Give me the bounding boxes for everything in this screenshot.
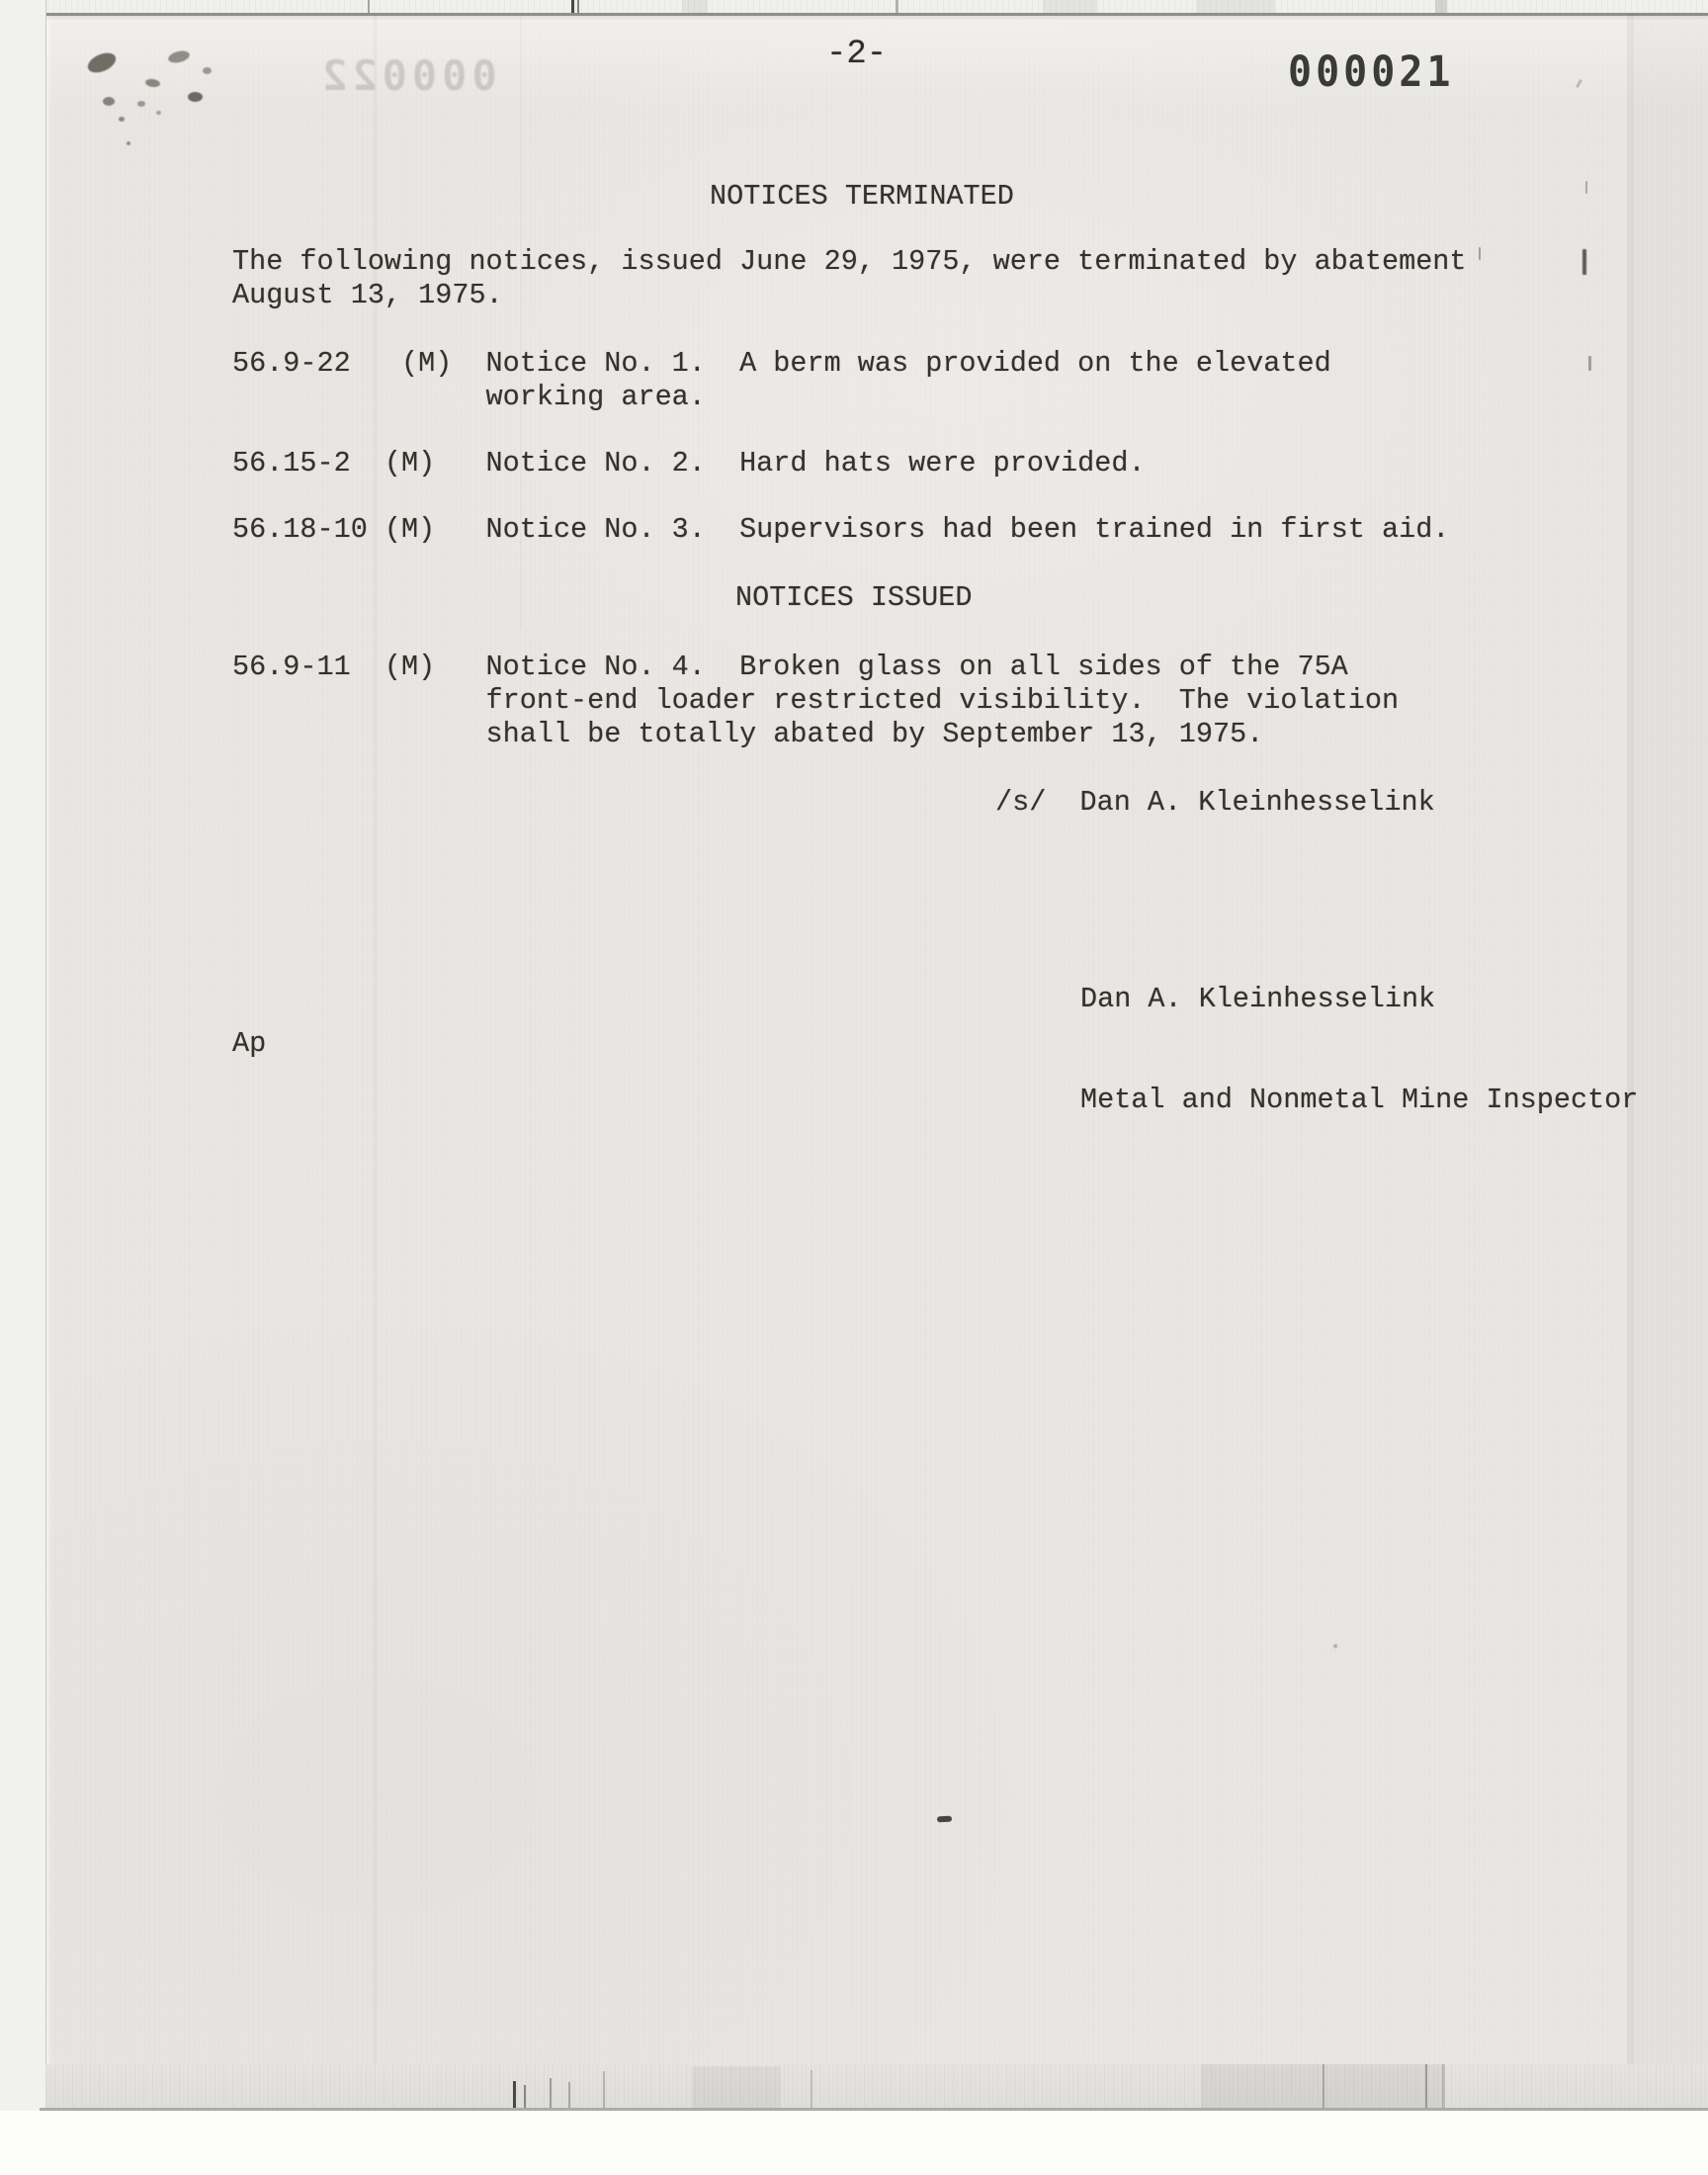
text-line: The following notices, issued June 29, 1975, were terminated by abatement bbox=[232, 245, 1467, 278]
paper-top-edge bbox=[40, 13, 1708, 16]
signer-title: Metal and Nonmetal Mine Inspector bbox=[1080, 1084, 1639, 1116]
notice-line: 56.9-11 (M) Notice No. 4. Broken glass on all sides of the 75A bbox=[232, 651, 1348, 683]
scanner-margin-bottom bbox=[0, 2111, 1708, 2175]
document-stamp-number: 000021 bbox=[1288, 47, 1455, 97]
signer-name: Dan A. Kleinhesselink bbox=[1080, 983, 1436, 1015]
section-title-notices-issued: NOTICES ISSUED bbox=[735, 581, 973, 614]
stray-dash bbox=[937, 1816, 952, 1823]
scan-streak bbox=[368, 0, 370, 13]
notice-line: front-end loader restricted visibility. The violation bbox=[232, 684, 1400, 717]
paper-crease bbox=[1634, 14, 1708, 2111]
notice-entry bbox=[232, 651, 1399, 751]
notice-line: 56.9-22 (M) Notice No. 1. A berm was provided on the elevated bbox=[232, 347, 1331, 380]
scanner-margin-left bbox=[0, 0, 46, 2112]
scan-streak bbox=[1435, 0, 1447, 13]
paper-crease bbox=[374, 14, 377, 2111]
notice-line: 56.18-10 (M) Notice No. 3. Supervisors had been trained in first aid. bbox=[232, 513, 1450, 546]
stray-mark bbox=[1585, 181, 1587, 194]
ink-speck bbox=[203, 67, 212, 74]
signature-block bbox=[1080, 915, 1638, 1184]
scan-streak bbox=[692, 2066, 781, 2110]
notice-entry bbox=[232, 347, 1449, 414]
bleedthrough-stamp-number: 000022 bbox=[317, 51, 497, 100]
notice-line: working area. bbox=[232, 381, 706, 413]
stray-mark bbox=[1582, 249, 1586, 275]
terminated-notice-list bbox=[232, 347, 1449, 579]
ink-speck bbox=[137, 101, 145, 107]
scan-streak bbox=[568, 2082, 570, 2109]
scan-streak bbox=[550, 2078, 552, 2109]
ink-speck bbox=[119, 117, 125, 122]
scan-streak bbox=[1442, 2064, 1445, 2110]
scan-streak-band-bottom bbox=[45, 2064, 1708, 2110]
scan-streak bbox=[896, 0, 898, 13]
scan-streak bbox=[571, 0, 574, 13]
notice-entry bbox=[232, 447, 1449, 480]
scan-streak bbox=[811, 2070, 812, 2110]
ink-speck bbox=[103, 97, 115, 106]
stray-mark bbox=[1588, 356, 1591, 371]
scan-streak bbox=[682, 0, 708, 13]
intro-paragraph bbox=[232, 245, 1467, 312]
scan-streak bbox=[1323, 2064, 1324, 2110]
ink-speck bbox=[127, 141, 130, 145]
typist-initials: Ap bbox=[232, 1027, 267, 1060]
ink-speck bbox=[188, 92, 203, 102]
notice-entry bbox=[232, 513, 1449, 547]
text-line: August 13, 1975. bbox=[232, 279, 503, 311]
page-number: -2- bbox=[826, 36, 888, 73]
scan-streak bbox=[513, 2081, 516, 2110]
stray-dot bbox=[1333, 1644, 1337, 1648]
scan-streak bbox=[1425, 2064, 1427, 2110]
notice-line: 56.15-2 (M) Notice No. 2. Hard hats were provided. bbox=[232, 447, 1146, 479]
stray-mark bbox=[1479, 247, 1481, 260]
scan-streak bbox=[524, 2085, 526, 2110]
signature-line: /s/ Dan A. Kleinhesselink bbox=[995, 786, 1435, 819]
scan-streak bbox=[1043, 0, 1097, 13]
section-title-notices-terminated: NOTICES TERMINATED bbox=[710, 180, 1014, 213]
issued-notice-list bbox=[232, 651, 1399, 784]
scanner-edge-top bbox=[0, 0, 1708, 13]
notice-line: shall be totally abated by September 13, 1975. bbox=[232, 718, 1264, 750]
scan-streak bbox=[1196, 0, 1275, 13]
scan-streak bbox=[577, 0, 579, 13]
ink-speck bbox=[156, 111, 161, 115]
scan-streak bbox=[603, 2071, 605, 2110]
